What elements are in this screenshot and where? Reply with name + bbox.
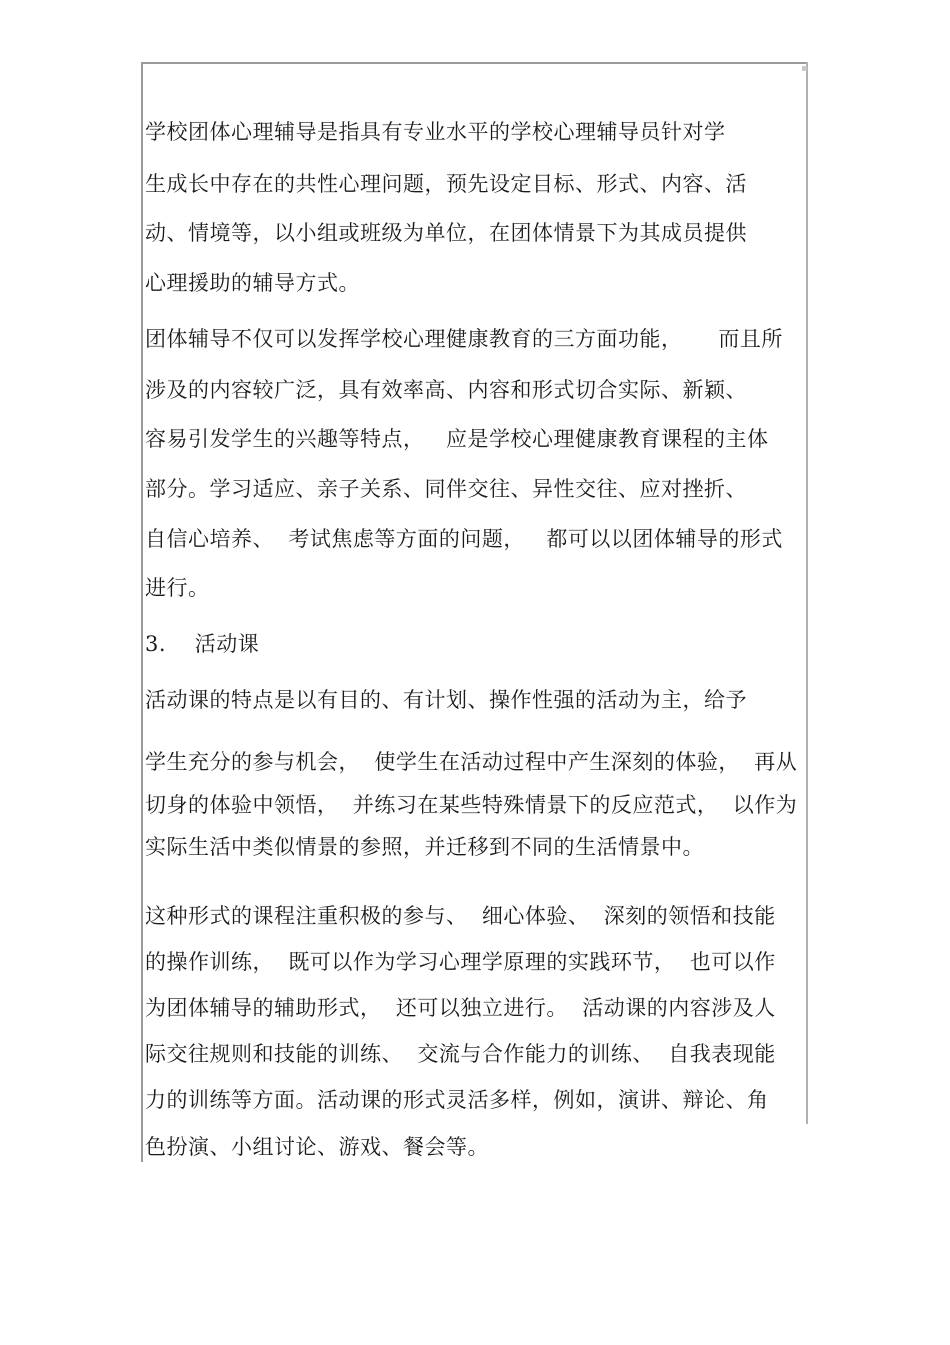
frame-top-border: [141, 62, 808, 64]
text-line: 进行。: [145, 576, 210, 600]
text-line: 学生充分的参与机会， 使学生在活动过程中产生深刻的体验， 再从: [145, 750, 798, 774]
text-line: 部分。学习适应、亲子关系、同伴交往、异性交往、应对挫折、: [145, 477, 747, 501]
text-line: 团体辅导不仅可以发挥学校心理健康教育的三方面功能， 而且所: [145, 327, 783, 351]
text-line: 生成长中存在的共性心理问题，预先设定目标、形式、内容、活: [145, 172, 747, 196]
text-line: 容易引发学生的兴趣等特点， 应是学校心理健康教育课程的主体: [145, 427, 769, 451]
text-line: 切身的体验中领悟， 并练习在某些特殊情景下的反应范式， 以作为: [145, 793, 798, 817]
text-line: 学校团体心理辅导是指具有专业水平的学校心理辅导员针对学: [145, 120, 726, 144]
corner-mark: [802, 66, 807, 71]
text-line: 色扮演、小组讨论、游戏、餐会等。: [145, 1135, 489, 1159]
text-line: 这种形式的课程注重积极的参与、 细心体验、 深刻的领悟和技能: [145, 904, 776, 928]
text-line: 力的训练等方面。活动课的形式灵活多样，例如，演讲、辩论、角: [145, 1088, 769, 1112]
text-line: 际交往规则和技能的训练、 交流与合作能力的训练、 自我表现能: [145, 1042, 776, 1066]
text-line: 活动课的特点是以有目的、有计划、操作性强的活动为主，给予: [145, 688, 747, 712]
text-line: 为团体辅导的辅助形式， 还可以独立进行。 活动课的内容涉及人: [145, 996, 776, 1020]
text-line: 实际生活中类似情景的参照，并迁移到不同的生活情景中。: [145, 835, 704, 859]
text-line: 动、情境等，以小组或班级为单位，在团体情景下为其成员提供: [145, 221, 747, 245]
frame-left-border: [141, 62, 143, 1162]
frame-right-border: [806, 62, 808, 1124]
section-heading: 3. 活动课: [145, 632, 260, 656]
text-line: 涉及的内容较广泛，具有效率高、内容和形式切合实际、新颖、: [145, 378, 747, 402]
text-line: 心理援助的辅导方式。: [145, 271, 360, 295]
text-line: 的操作训练， 既可以作为学习心理学原理的实践环节， 也可以作: [145, 950, 776, 974]
text-line: 自信心培养、 考试焦虑等方面的问题， 都可以以团体辅导的形式: [145, 527, 783, 551]
